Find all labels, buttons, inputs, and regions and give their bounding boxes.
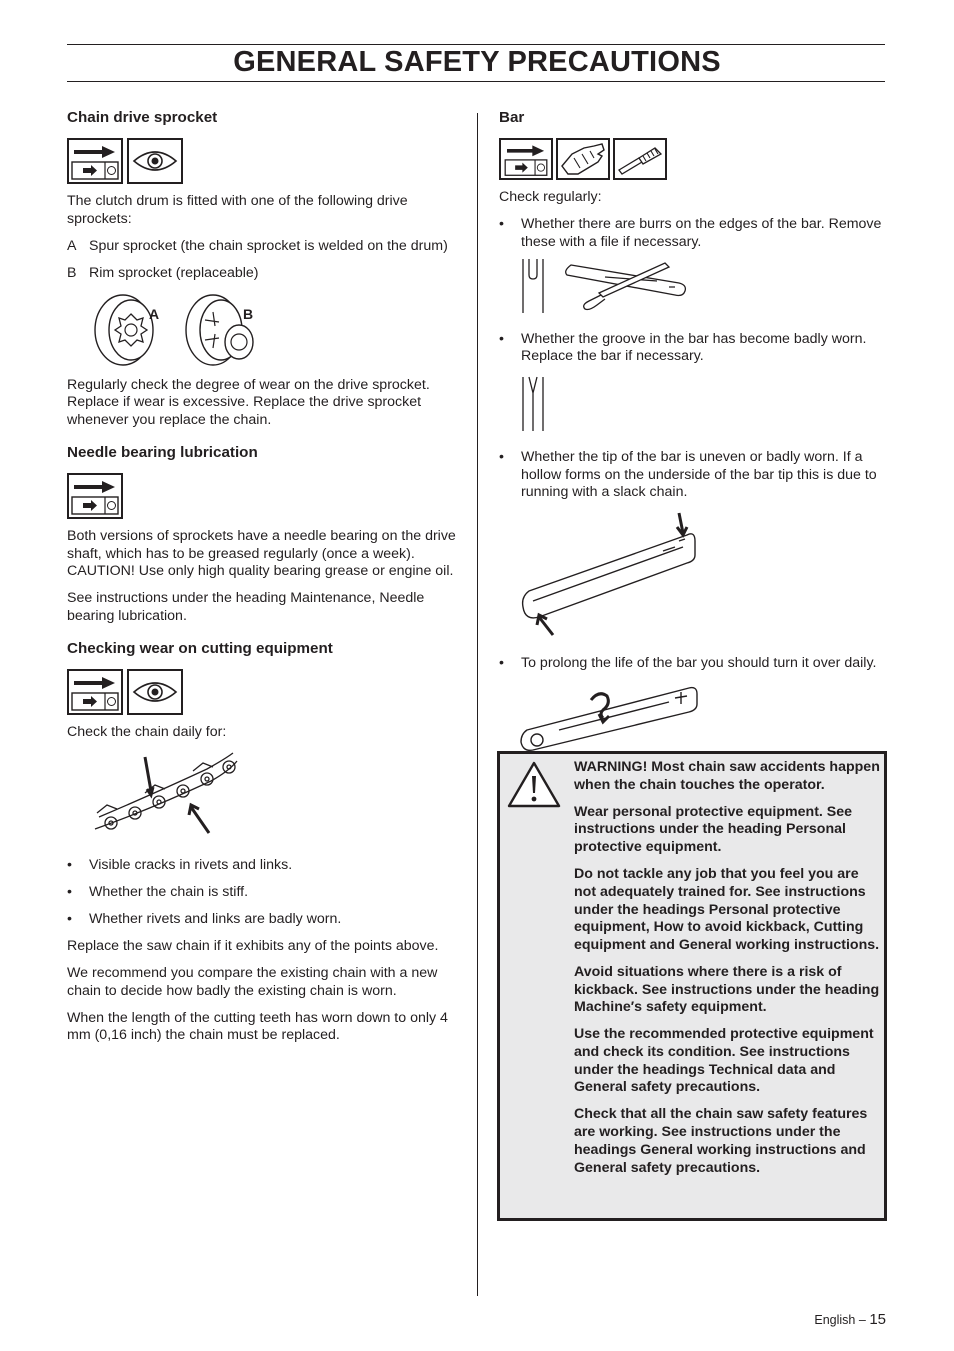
warning-box <box>497 751 887 1221</box>
item-text: Rim sprocket (replaceable) <box>89 264 259 281</box>
bar-turn-illustration <box>519 682 719 754</box>
bar-check-list-2 <box>499 331 887 366</box>
section-heading-needle: Needle bearing lubrication <box>67 444 258 461</box>
section-heading-wear: Checking wear on cutting equipment <box>67 640 333 657</box>
warning-paragraph: WARNING! Most chain saw accidents happen when the chain touches the operator. <box>574 759 880 793</box>
sprocket-illustration <box>87 292 287 368</box>
section-heading-sprocket: Chain drive sprocket <box>67 109 218 126</box>
list-item: • Whether the chain is stiff. <box>67 884 459 902</box>
bar-groove-illustration <box>519 375 559 435</box>
right-column <box>499 108 887 754</box>
figure-label-b: B <box>243 305 254 322</box>
wear-paragraph-2: We recommend you compare the existing chain with a new chain to decide how badly the existing chain is worn. <box>67 965 438 999</box>
sprocket-item-a <box>67 238 459 256</box>
maintenance-arrow-icon <box>67 138 123 184</box>
needle-symbols <box>67 473 459 519</box>
sprocket-symbols <box>67 138 459 184</box>
maintenance-arrow-icon <box>67 473 123 519</box>
glove-icon <box>556 138 610 180</box>
left-column <box>67 108 459 1054</box>
figure-label-a: A <box>149 305 160 322</box>
sprocket-item-b <box>67 265 459 283</box>
sprocket-paragraph: Regularly check the degree of wear on the drive sprocket. Replace if wear is excessive. Replace the drive sprocket whenever you replace the chain. <box>67 376 430 428</box>
needle-paragraph-1: Both versions of sprockets have a needle bearing on the drive shaft, which has to be greased regularly (once a week). CAUTION! Use only high quality bearing grease or engine oil. <box>67 528 456 579</box>
item-text: Spur sprocket (the chain sprocket is welded on the drum) <box>89 237 448 254</box>
bar-check-list-1 <box>499 216 887 251</box>
needle-paragraph-2: See instructions under the heading Maintenance, Needle bearing lubrication. <box>67 590 425 624</box>
warning-paragraph: Wear personal protective equipment. See instructions under the heading Personal protective equipment. <box>574 803 853 856</box>
section-heading-bar: Bar <box>499 109 525 126</box>
wear-paragraph-1: Replace the saw chain if it exhibits any of the points above. <box>67 938 439 954</box>
bar-file-illustration <box>519 257 719 319</box>
warning-triangle-icon <box>506 760 562 810</box>
chain-wear-illustration <box>91 751 251 847</box>
warning-paragraph: Do not tackle any job that you feel you are not adequately trained for. See instructions under the headings Personal protective equipment, How to avoid kickback, Cutting equipment and General working instructions. <box>574 866 880 953</box>
wear-paragraph-3: When the length of the cutting teeth has worn down to only 4 mm (0,16 inch) the chain must be replaced. <box>67 1009 448 1043</box>
chain-check-list <box>67 857 459 929</box>
wear-intro: Check the chain daily for: <box>67 724 227 740</box>
list-item: • Whether the tip of the bar is uneven or badly worn. If a hollow forms on the underside of the bar tip this is due to running with a slack chain. <box>499 449 887 502</box>
bar-check-list-3 <box>499 449 887 502</box>
page-title: GENERAL SAFETY PRECAUTIONS <box>233 46 721 78</box>
footer-language: English <box>814 1313 856 1327</box>
maintenance-arrow-icon <box>499 138 553 180</box>
bar-symbols <box>499 138 887 180</box>
warning-paragraph: Use the recommended protective equipment and check its condition. See instructions under the headings Technical data and General safety precautions. <box>574 1026 874 1096</box>
list-item: • To prolong the life of the bar you should turn it over daily. <box>499 655 887 673</box>
warning-paragraph: Check that all the chain saw safety features are working. See instructions under the headings General working instructions and General safety precautions. <box>574 1106 868 1176</box>
maintenance-arrow-icon <box>67 669 123 715</box>
list-item: • Whether there are burrs on the edges of the bar. Remove these with a file if necessary. <box>499 216 887 251</box>
page-footer <box>814 1311 886 1330</box>
list-item: • Whether the groove in the bar has become badly worn. Replace the bar if necessary. <box>499 331 887 366</box>
warning-text <box>574 759 880 1187</box>
sprocket-intro: The clutch drum is fitted with one of the following drive sprockets: <box>67 193 408 227</box>
bar-check-list-4 <box>499 655 887 673</box>
inspection-eye-icon <box>127 138 183 184</box>
inspection-eye-icon <box>127 669 183 715</box>
brush-icon <box>613 138 667 180</box>
column-divider <box>477 113 478 1296</box>
header-rule-bottom <box>67 81 885 82</box>
wear-symbols <box>67 669 459 715</box>
item-key: A <box>67 237 77 254</box>
footer-dash: – <box>858 1313 866 1327</box>
list-item: • Visible cracks in rivets and links. <box>67 857 459 875</box>
list-item: • Whether rivets and links are badly worn. <box>67 911 459 929</box>
page-number: 15 <box>869 1311 886 1328</box>
bar-intro: Check regularly: <box>499 189 602 205</box>
warning-paragraph: Avoid situations where there is a risk of kickback. See instructions under the heading Machine′s safety equipment. <box>574 963 880 1016</box>
bar-tip-illustration <box>519 511 719 641</box>
item-key: B <box>67 264 77 281</box>
